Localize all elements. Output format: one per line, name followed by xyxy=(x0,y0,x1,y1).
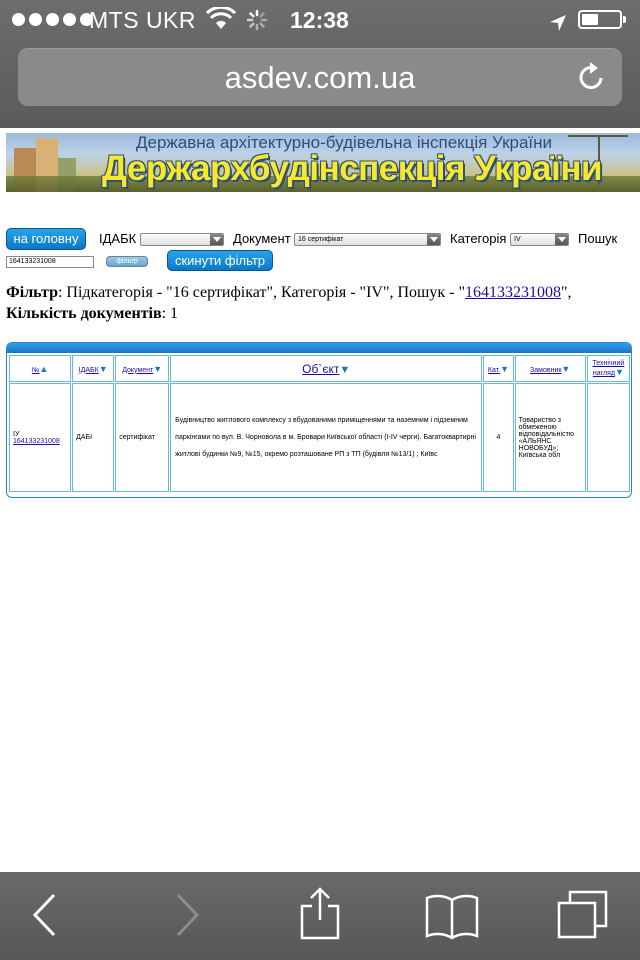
cell-document: сертифікат xyxy=(115,383,169,492)
sort-down-icon: ▼ xyxy=(153,363,163,374)
sort-down-icon: ▼ xyxy=(98,363,108,374)
tabs-icon[interactable] xyxy=(556,890,610,945)
col-header-category[interactable]: Кат.▼ xyxy=(483,355,513,382)
document-label: Документ xyxy=(233,231,291,246)
chevron-down-icon xyxy=(210,234,223,245)
chevron-down-icon xyxy=(427,234,440,245)
search-input[interactable]: 164133231008 xyxy=(6,256,94,268)
cell-category: 4 xyxy=(483,383,513,492)
location-arrow-icon xyxy=(549,11,567,38)
document-select[interactable] xyxy=(294,233,441,246)
cell-number xyxy=(9,383,71,492)
site-banner xyxy=(6,133,640,192)
filter-summary-text: : Підкатегорія - "16 сертифікат", Категорія - "IV", Пошук - " xyxy=(57,284,465,301)
table-row xyxy=(9,383,630,492)
bookmarks-book-icon[interactable] xyxy=(424,892,480,945)
clock-time: 12:38 xyxy=(290,7,349,33)
banner-subtitle: Державна архітектурно-будівельна інспекція України xyxy=(136,133,553,152)
documents-table xyxy=(6,342,632,498)
filter-summary-end: ", xyxy=(560,284,572,301)
document-select-value: 16 сертифікат xyxy=(298,236,344,243)
filter-summary xyxy=(6,282,631,324)
activity-spinner-icon xyxy=(246,9,268,37)
col-header-number[interactable]: №▲ xyxy=(9,355,71,382)
chevron-down-icon xyxy=(555,234,568,245)
row-number-prefix: IУ xyxy=(13,430,20,438)
reload-icon[interactable] xyxy=(576,60,606,97)
cell-tech-supervision xyxy=(587,383,630,492)
col-header-idabk[interactable]: ІДАБК▼ xyxy=(72,355,114,382)
sort-up-icon: ▲ xyxy=(39,363,49,374)
carrier-name: MTS UKR xyxy=(89,7,196,33)
filter-button[interactable]: фільтр xyxy=(106,256,148,267)
category-select-value: IV xyxy=(514,236,521,243)
banner-title: Держархбудінспекція України xyxy=(102,149,602,188)
table-header-row xyxy=(9,355,630,382)
sort-down-icon: ▼ xyxy=(561,363,571,374)
document-count-label: Кількість документів xyxy=(6,305,162,322)
browser-chrome-top xyxy=(0,0,640,128)
status-bar xyxy=(0,0,640,40)
sort-down-icon: ▼ xyxy=(614,367,624,377)
url-bar[interactable] xyxy=(18,48,622,106)
browser-toolbar xyxy=(0,872,640,960)
home-button[interactable]: на головну xyxy=(6,228,86,250)
cell-idabk: ДАБІ xyxy=(72,383,114,492)
documents-table-grid xyxy=(8,354,631,493)
category-select[interactable] xyxy=(510,233,569,246)
sort-down-icon: ▼ xyxy=(339,363,351,376)
search-label: Пошук xyxy=(578,231,618,246)
category-label: Категорія xyxy=(450,231,507,246)
col-header-document[interactable]: Документ▼ xyxy=(115,355,169,382)
sort-down-icon: ▼ xyxy=(500,363,509,374)
filter-search-link[interactable]: 164133231008 xyxy=(464,284,561,301)
filter-summary-label: Фільтр xyxy=(6,284,58,301)
col-header-object[interactable]: Об`єкт▼ xyxy=(170,355,482,382)
col-header-tech-supervision[interactable]: Технічний нагляд▼ xyxy=(587,355,630,382)
col-header-customer[interactable]: Замовник▼ xyxy=(515,355,586,382)
document-count-value: : 1 xyxy=(161,305,179,322)
idabk-label: ІДАБК xyxy=(99,231,137,246)
share-icon[interactable] xyxy=(298,886,342,947)
back-arrow-icon[interactable] xyxy=(30,892,60,943)
url-text[interactable]: asdev.com.ua xyxy=(224,60,416,95)
row-number-link[interactable]: 164133231008 xyxy=(13,437,60,445)
cell-customer: Товариство з обмеженою відповідальністю «АЛЬЯНС НОВОБУД»; Київська обл xyxy=(515,383,586,492)
reset-filter-button[interactable]: скинути фільтр xyxy=(167,250,273,271)
table-header-bar xyxy=(7,343,631,353)
idabk-select[interactable] xyxy=(140,233,224,246)
cell-object: Будівництво житлового комплексу з вбудованими приміщеннями та наземним і підземним паркінгами по вул. В. Чорновола в м. Бровари Київської області (I-IV черги). Багатоквартирні житлові будинки №9, №15, окремо розташоване РП з ТП (будівля №13/1) ; Київс xyxy=(170,383,482,492)
signal-dots-icon xyxy=(12,13,93,26)
forward-arrow-icon[interactable] xyxy=(172,892,202,943)
wifi-icon xyxy=(206,7,236,37)
battery-icon xyxy=(578,10,622,29)
